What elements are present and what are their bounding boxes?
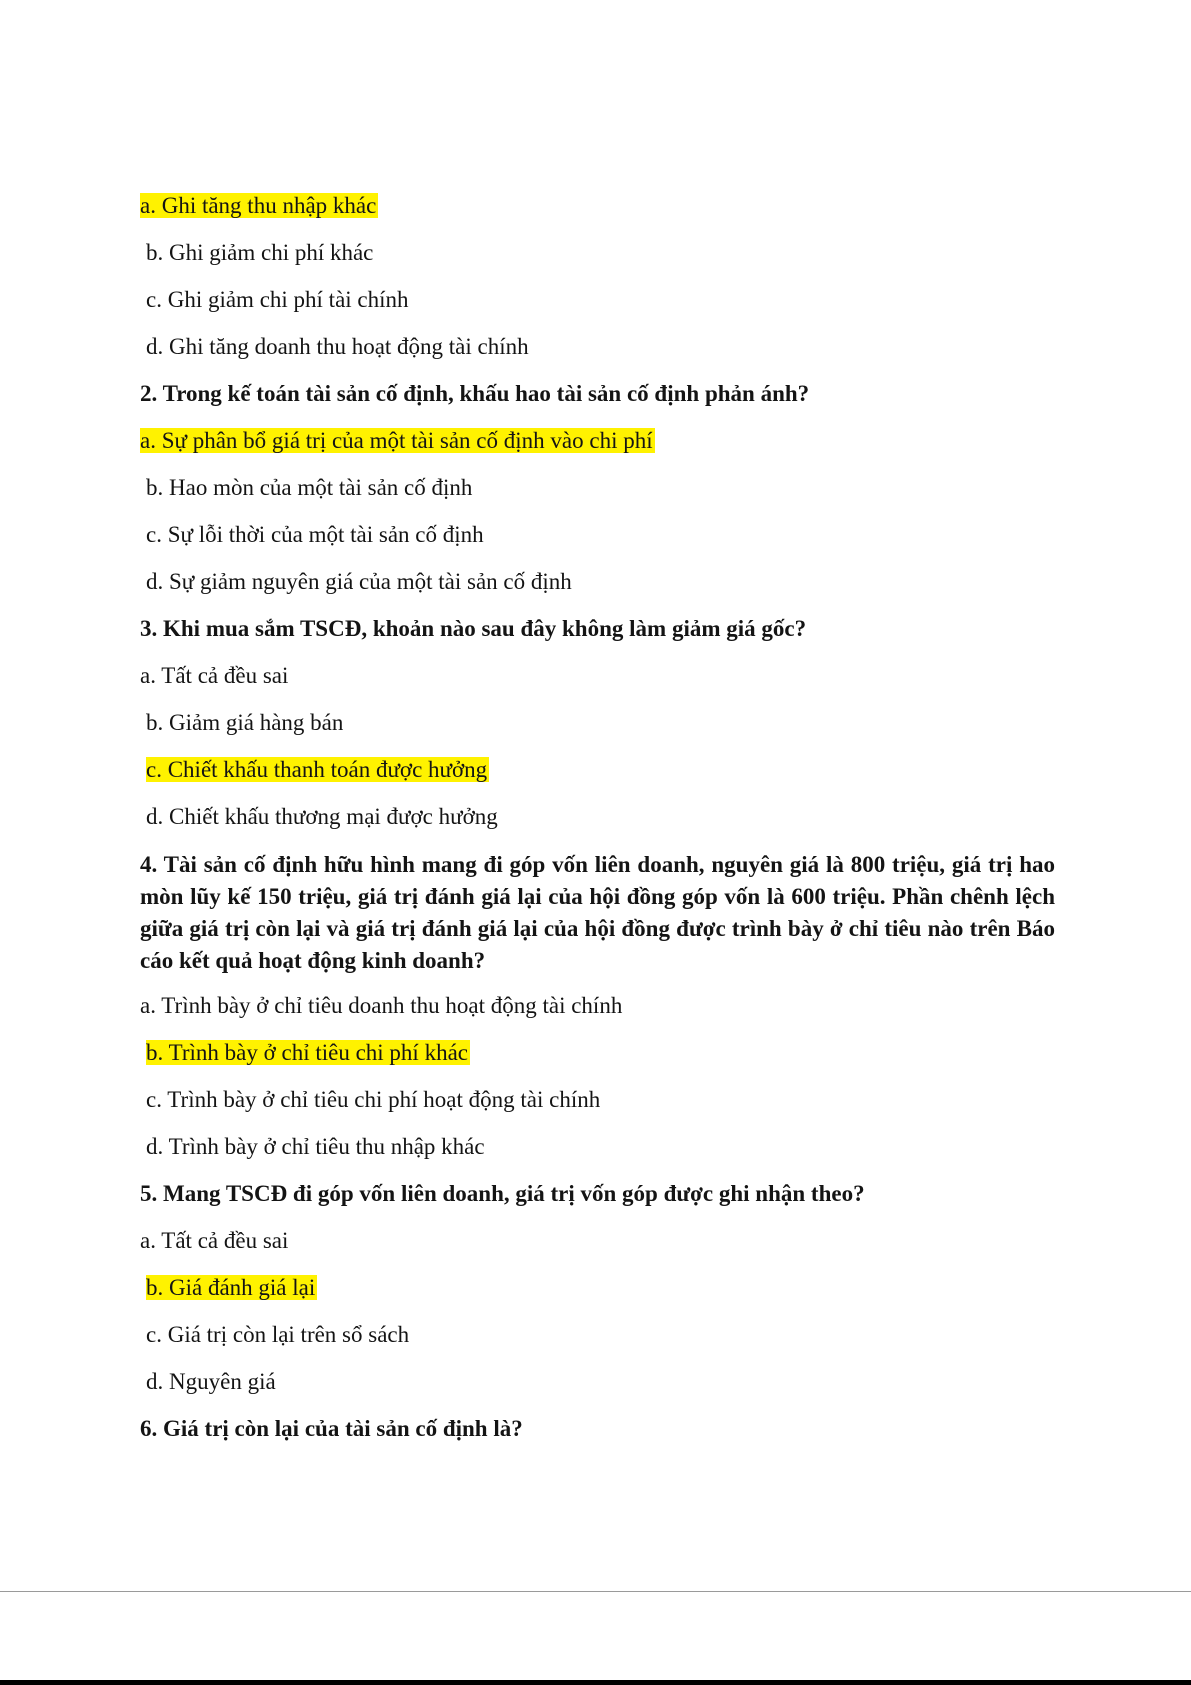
q3-question: 3. Khi mua sắm TSCĐ, khoản nào sau đây không làm giảm giá gốc?	[140, 616, 807, 641]
q4-question: 4. Tài sản cố định hữu hình mang đi góp vốn liên doanh, nguyên giá là 800 triệu, giá trị hao mòn lũy kế 150 triệu, giá trị đánh giá lại của hội đồng góp vốn là 600 triệu. Phần chênh lệch giữa giá trị còn lại và giá trị đánh giá lại của hội đồng được trình bày ở chỉ tiêu nào trên Báo cáo kết quả hoạt động kinh doanh?	[140, 852, 1055, 973]
q6-question: 6. Giá trị còn lại của tài sản cố định là?	[140, 1416, 523, 1441]
q5-option-a: a. Tất cả đều sai	[140, 1228, 289, 1253]
q4-option-d: d. Trình bày ở chỉ tiêu thu nhập khác	[146, 1134, 485, 1159]
q5-option-c: c. Giá trị còn lại trên sổ sách	[146, 1322, 410, 1347]
highlighted-answer: c. Chiết khấu thanh toán được hưởng	[146, 757, 488, 782]
q3-option-b: b. Giảm giá hàng bán	[146, 710, 344, 735]
q4-option-c: c. Trình bày ở chỉ tiêu chi phí hoạt động tài chính	[146, 1087, 601, 1112]
q4-option-b	[146, 1038, 470, 1068]
page-divider	[0, 1591, 1191, 1592]
q3-option-d: d. Chiết khấu thương mại được hưởng	[146, 804, 498, 829]
q5-question: 5. Mang TSCĐ đi góp vốn liên doanh, giá trị vốn góp được ghi nhận theo?	[140, 1181, 865, 1206]
q2-option-b: b. Hao mòn của một tài sản cố định	[146, 475, 473, 500]
q2-option-c: c. Sự lỗi thời của một tài sản cố định	[146, 522, 484, 547]
q4-option-a: a. Trình bày ở chỉ tiêu doanh thu hoạt động tài chính	[140, 993, 623, 1018]
q1-option-d: d. Ghi tăng doanh thu hoạt động tài chính	[146, 334, 529, 359]
q1-option-a	[140, 191, 378, 221]
q2-question: 2. Trong kế toán tài sản cố định, khấu hao tài sản cố định phản ánh?	[140, 381, 810, 406]
highlighted-answer: a. Sự phân bổ giá trị của một tài sản cố định vào chi phí	[140, 428, 653, 453]
q5-option-b	[146, 1273, 317, 1303]
q1-option-c: c. Ghi giảm chi phí tài chính	[146, 287, 409, 312]
q2-option-a	[140, 426, 655, 456]
q2-option-d: d. Sự giảm nguyên giá của một tài sản cố định	[146, 569, 572, 594]
q5-option-d: d. Nguyên giá	[146, 1369, 276, 1394]
q3-option-c	[146, 755, 489, 785]
highlighted-answer: a. Ghi tăng thu nhập khác	[140, 193, 377, 218]
highlighted-answer: b. Giá đánh giá lại	[146, 1275, 316, 1300]
highlighted-answer: b. Trình bày ở chỉ tiêu chi phí khác	[146, 1040, 468, 1065]
page-bottom-edge	[0, 1680, 1191, 1685]
q1-option-b: b. Ghi giảm chi phí khác	[146, 240, 374, 265]
q3-option-a: a. Tất cả đều sai	[140, 663, 289, 688]
